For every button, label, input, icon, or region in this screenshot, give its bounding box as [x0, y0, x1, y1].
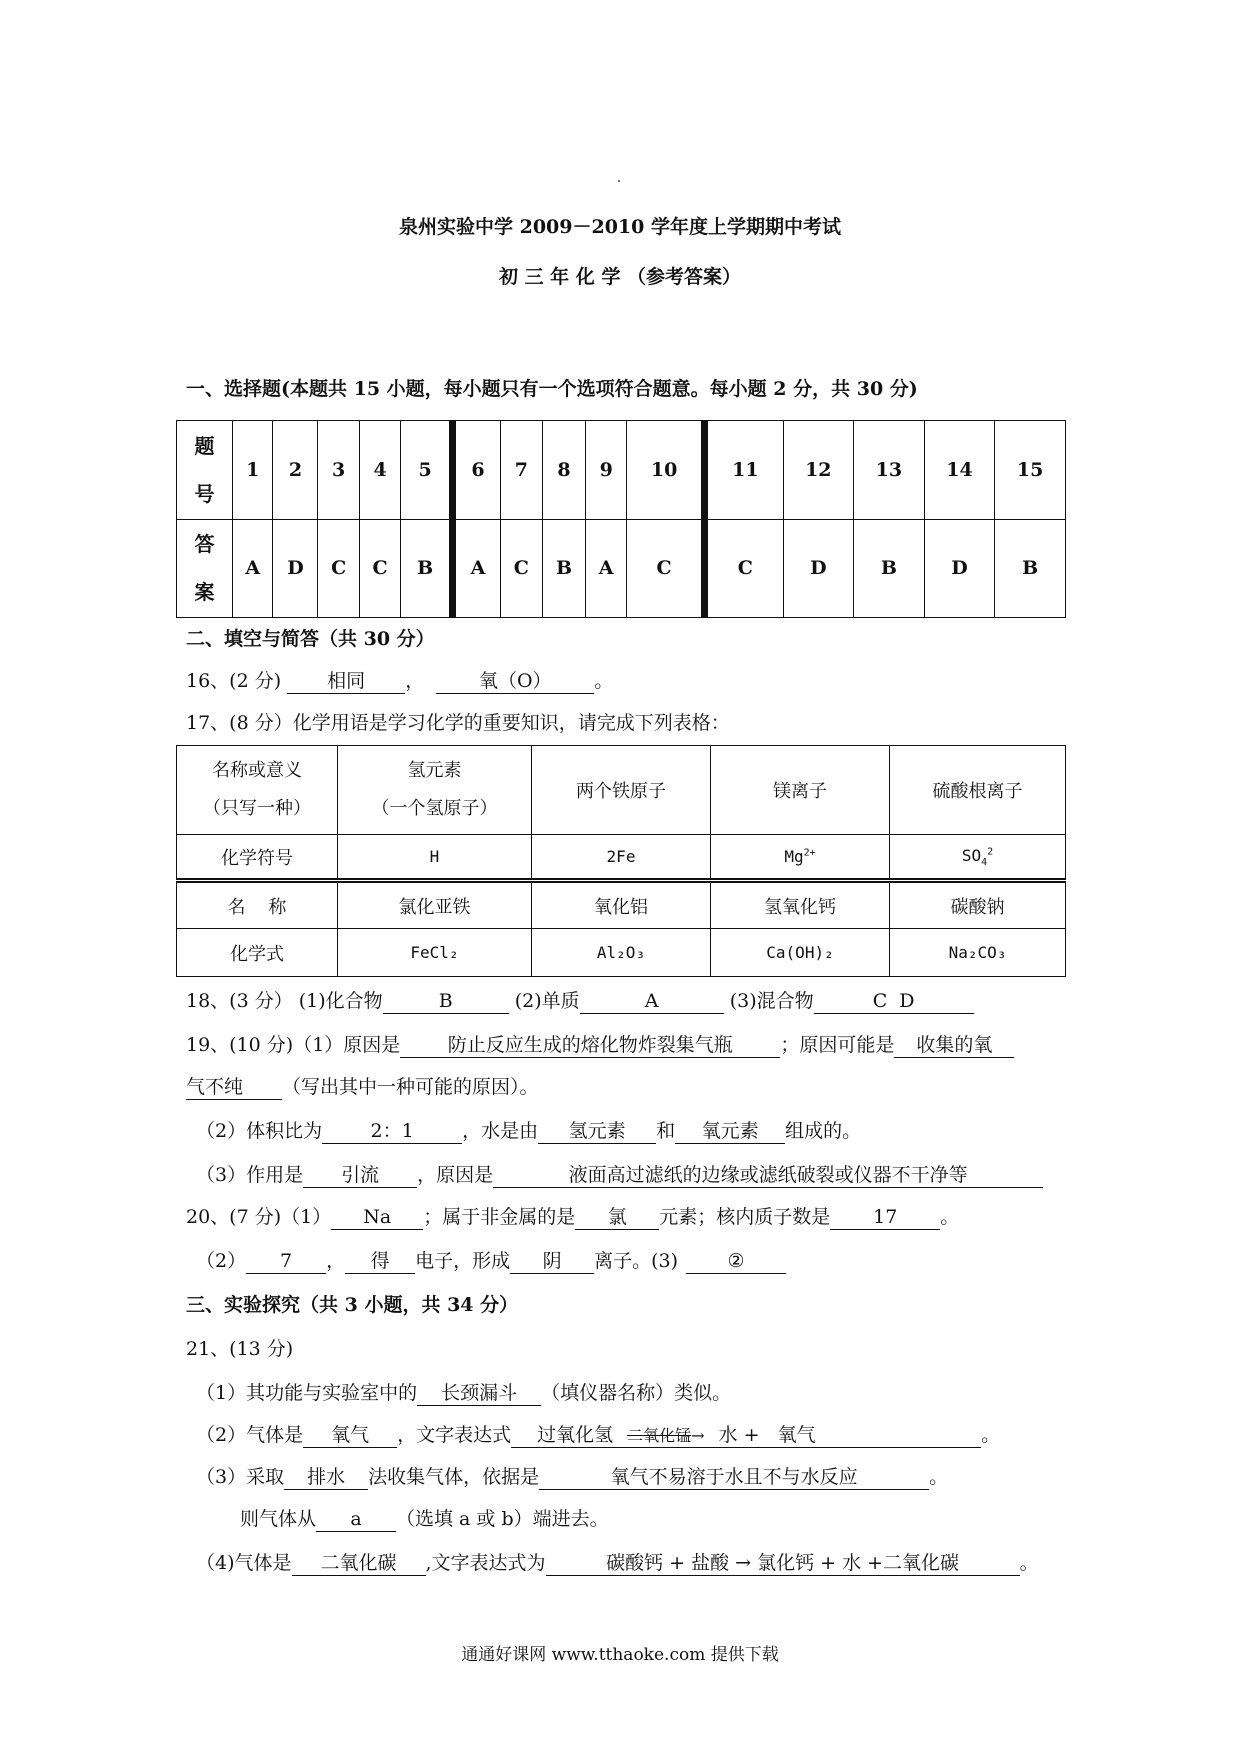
answer-cell: A: [586, 519, 626, 618]
q19-2-answer-1: 2：1: [322, 1121, 462, 1144]
question-number: 9: [586, 421, 626, 520]
question-number: 2: [273, 421, 318, 520]
q20-mid-2: 元素；核内质子数是: [659, 1206, 831, 1228]
question-number: 4: [359, 421, 400, 520]
q21-line-4: [240, 1504, 609, 1532]
q19-3-prefix: （3）作用是: [196, 1164, 304, 1186]
t2-row3-label: 名 称: [177, 881, 338, 929]
question-number: 14: [924, 421, 995, 520]
q21-5-answer-1: 二氧化碳: [292, 1553, 426, 1576]
q18-label-1: (1)化合物: [298, 990, 383, 1012]
answer-cell: B: [995, 519, 1066, 618]
chem-terms-table: [176, 745, 1066, 977]
q21-5-prefix: （4)气体是: [196, 1552, 292, 1574]
q19-2-mid: ，水是由: [462, 1120, 539, 1142]
q21-4-prefix: 则气体从: [240, 1508, 317, 1530]
q19-answer-2-cont: 气不纯: [186, 1077, 282, 1100]
answer-cell: B: [542, 519, 586, 618]
q20-2-mid-2: 离子。(3): [594, 1250, 679, 1272]
q19-2-end: 组成的。: [785, 1120, 862, 1142]
answer-cell: B: [401, 519, 453, 618]
q18-label-2: (2)单质: [514, 990, 580, 1012]
q21-2-mid: ，文字表达式: [397, 1424, 512, 1446]
answer-cell: C: [705, 519, 783, 618]
q18-label-3: (3)混合物: [729, 990, 814, 1012]
q21-title: 21、(13 分): [186, 1338, 294, 1360]
q21-5-end: 。: [1019, 1552, 1039, 1574]
q16-prefix: 16、(2 分): [186, 670, 282, 692]
answer-cell: C: [359, 519, 400, 618]
q21-3-mid: 法收集气体，依据是: [368, 1466, 540, 1488]
q20-line-1: [186, 1202, 959, 1230]
exam-subtitle: 初 三 年 化 学 （参考答案）: [498, 266, 742, 288]
stray-dot: [618, 180, 620, 182]
q21-2-prefix: （2）气体是: [196, 1424, 304, 1446]
t2-cell: 氧化铝: [532, 881, 711, 929]
choice-answer-table: [176, 420, 1066, 618]
q21-4-answer: a: [316, 1509, 396, 1532]
q19-3-mid: ，原因是: [417, 1164, 494, 1186]
q19-3-answer-2: 液面高过滤纸的边缘或滤纸破裂或仪器不干净等: [493, 1165, 1043, 1188]
q19-3-answer-1: 引流: [303, 1165, 417, 1188]
q21-2-answer-1: 氧气: [303, 1425, 397, 1448]
answer-cell: D: [273, 519, 318, 618]
q21-1-answer: 长颈漏斗: [417, 1383, 541, 1406]
answer-cell: C: [318, 519, 359, 618]
answer-cell: A: [452, 519, 500, 618]
q21-2-catalyst: 二氧化锰→: [627, 1426, 705, 1445]
q21-2-equation: [511, 1425, 981, 1448]
q18-line: [186, 986, 974, 1014]
t2-cell: Ca(OH)₂: [711, 929, 890, 977]
footer-source: 通通好课网 www.tthaoke.com 提供下载: [461, 1645, 779, 1665]
q20-2-answer-2: 得: [345, 1251, 415, 1274]
q21-3-end: 。: [929, 1466, 949, 1488]
t2-cell: 硫酸根离子: [890, 746, 1066, 835]
question-number: 7: [501, 421, 542, 520]
q20-2-sep: ，: [326, 1250, 346, 1272]
answer-cell: C: [501, 519, 542, 618]
t2-cell: $Mg^{2+}$: [711, 835, 890, 881]
q21-1-end: （填仪器名称）类似。: [541, 1382, 732, 1404]
t2-row1-label: 名称或意义 （只写一种）: [177, 746, 338, 835]
q16-end: 。: [594, 670, 614, 692]
q21-4-end: （选填 a 或 b）端进去。: [396, 1508, 609, 1530]
q21-line-1: [196, 1378, 731, 1406]
q21-2-end: 。: [981, 1424, 1001, 1446]
row-label-answer: 答 案: [177, 519, 233, 618]
q20-2-answer-1: 7: [246, 1251, 326, 1274]
question-number: 12: [783, 421, 854, 520]
question-number: 8: [542, 421, 586, 520]
q19-prefix: 19、(10 分)（1）原因是: [186, 1034, 401, 1056]
q21-line-5: [196, 1548, 1039, 1576]
q19-line-4: [196, 1160, 1043, 1188]
q16-answer-2: 氧（O）: [436, 671, 594, 694]
q18-prefix: 18、(3 分）: [186, 990, 293, 1012]
q19-note: （写出其中一种可能的原因）。: [282, 1076, 539, 1098]
q21-1-prefix: （1）其功能与实验室中的: [196, 1382, 418, 1404]
answer-cell: D: [924, 519, 995, 618]
t2-cell: 氯化亚铁: [338, 881, 532, 929]
q21-3-answer-1: 排水: [284, 1467, 368, 1490]
question-number: 11: [705, 421, 783, 520]
question-number: 15: [995, 421, 1066, 520]
q21-2-reactant: 过氧化氢: [537, 1424, 614, 1446]
question-number: 10: [626, 421, 704, 520]
t2-row2-label: 化学符号: [177, 835, 338, 881]
section1-heading: 一、选择题(本题共 15 小题，每小题只有一个选项符合题意。每小题 2 分，共 30 分): [186, 378, 918, 400]
q19-line-3: [196, 1116, 861, 1144]
t2-cell: FeCl₂: [338, 929, 532, 977]
t2-row4-label: 化学式: [177, 929, 338, 977]
question-number: 13: [854, 421, 925, 520]
q16-sep: ，: [405, 670, 425, 692]
t2-cell: H: [338, 835, 532, 881]
q20-2-answer-3: 阴: [510, 1251, 594, 1274]
question-number: 3: [318, 421, 359, 520]
t2-cell: Al₂O₃: [532, 929, 711, 977]
question-number: 5: [401, 421, 453, 520]
section2-heading: 二、填空与简答（共 30 分）: [186, 628, 435, 650]
q21-2-products: 水 + 氧气: [718, 1424, 816, 1446]
q18-answer-1: B: [383, 991, 509, 1014]
q20-prefix: 20、(7 分)（1）: [186, 1206, 332, 1228]
t2-cell: 氢元素 （一个氢原子）: [338, 746, 532, 835]
question-number: 1: [233, 421, 273, 520]
q20-answer-1: Na: [331, 1207, 423, 1230]
section3-heading: 三、实验探究（共 3 小题，共 34 分）: [186, 1294, 519, 1316]
q16-line: [186, 666, 613, 694]
q21-5-mid: ,文字表达式为: [425, 1552, 546, 1574]
q19-answer-2: 收集的氧: [894, 1035, 1014, 1058]
q20-2-prefix: （2）: [196, 1250, 247, 1272]
q21-line-3: [196, 1462, 948, 1490]
q21-3-answer-2: 氧气不易溶于水且不与水反应: [539, 1467, 929, 1490]
t2-cell: 两个铁原子: [532, 746, 711, 835]
q19-line-1: [186, 1030, 1014, 1058]
t2-cell: $SO_4^2$: [890, 835, 1066, 881]
q19-2-prefix: （2）体积比为: [196, 1120, 323, 1142]
t2-cell: 碳酸钠: [890, 881, 1066, 929]
row-label-number: 题 号: [177, 421, 233, 520]
exam-title: 泉州实验中学 2009－2010 学年度上学期期中考试: [399, 216, 841, 238]
t2-cell: 氢氧化钙: [711, 881, 890, 929]
q21-3-prefix: （3）采取: [196, 1466, 285, 1488]
q21-5-answer-2: 碳酸钙 + 盐酸 → 氯化钙 + 水 +二氧化碳: [546, 1553, 1020, 1576]
q20-end: 。: [940, 1206, 960, 1228]
q18-answer-3: C D: [814, 991, 974, 1014]
question-number: 6: [452, 421, 500, 520]
q20-2-mid-1: 电子，形成: [415, 1250, 511, 1272]
q20-answer-2: 氯: [575, 1207, 659, 1230]
q19-2-and: 和: [656, 1120, 676, 1142]
q20-line-2: [196, 1246, 786, 1274]
q20-answer-3: 17: [830, 1207, 940, 1230]
answer-cell: C: [626, 519, 704, 618]
t2-cell: Na₂CO₃: [890, 929, 1066, 977]
answer-cell: A: [233, 519, 273, 618]
q21-line-2: [196, 1420, 1000, 1448]
q19-2-answer-2: 氢元素: [538, 1121, 656, 1144]
q19-mid: ；原因可能是: [780, 1034, 895, 1056]
q19-answer-1: 防止反应生成的熔化物炸裂集气瓶: [400, 1035, 780, 1058]
answer-cell: B: [854, 519, 925, 618]
q19-2-answer-3: 氧元素: [675, 1121, 785, 1144]
q17-intro: 17、(8 分）化学用语是学习化学的重要知识，请完成下列表格：: [186, 712, 730, 734]
answer-cell: D: [783, 519, 854, 618]
q20-2-answer-4: ②: [686, 1251, 786, 1274]
q16-answer-1: 相同: [287, 671, 405, 694]
q18-answer-2: A: [580, 991, 724, 1014]
t2-cell: 2Fe: [532, 835, 711, 881]
q19-line-2: [186, 1072, 539, 1100]
q20-mid-1: ；属于非金属的是: [423, 1206, 576, 1228]
t2-cell: 镁离子: [711, 746, 890, 835]
